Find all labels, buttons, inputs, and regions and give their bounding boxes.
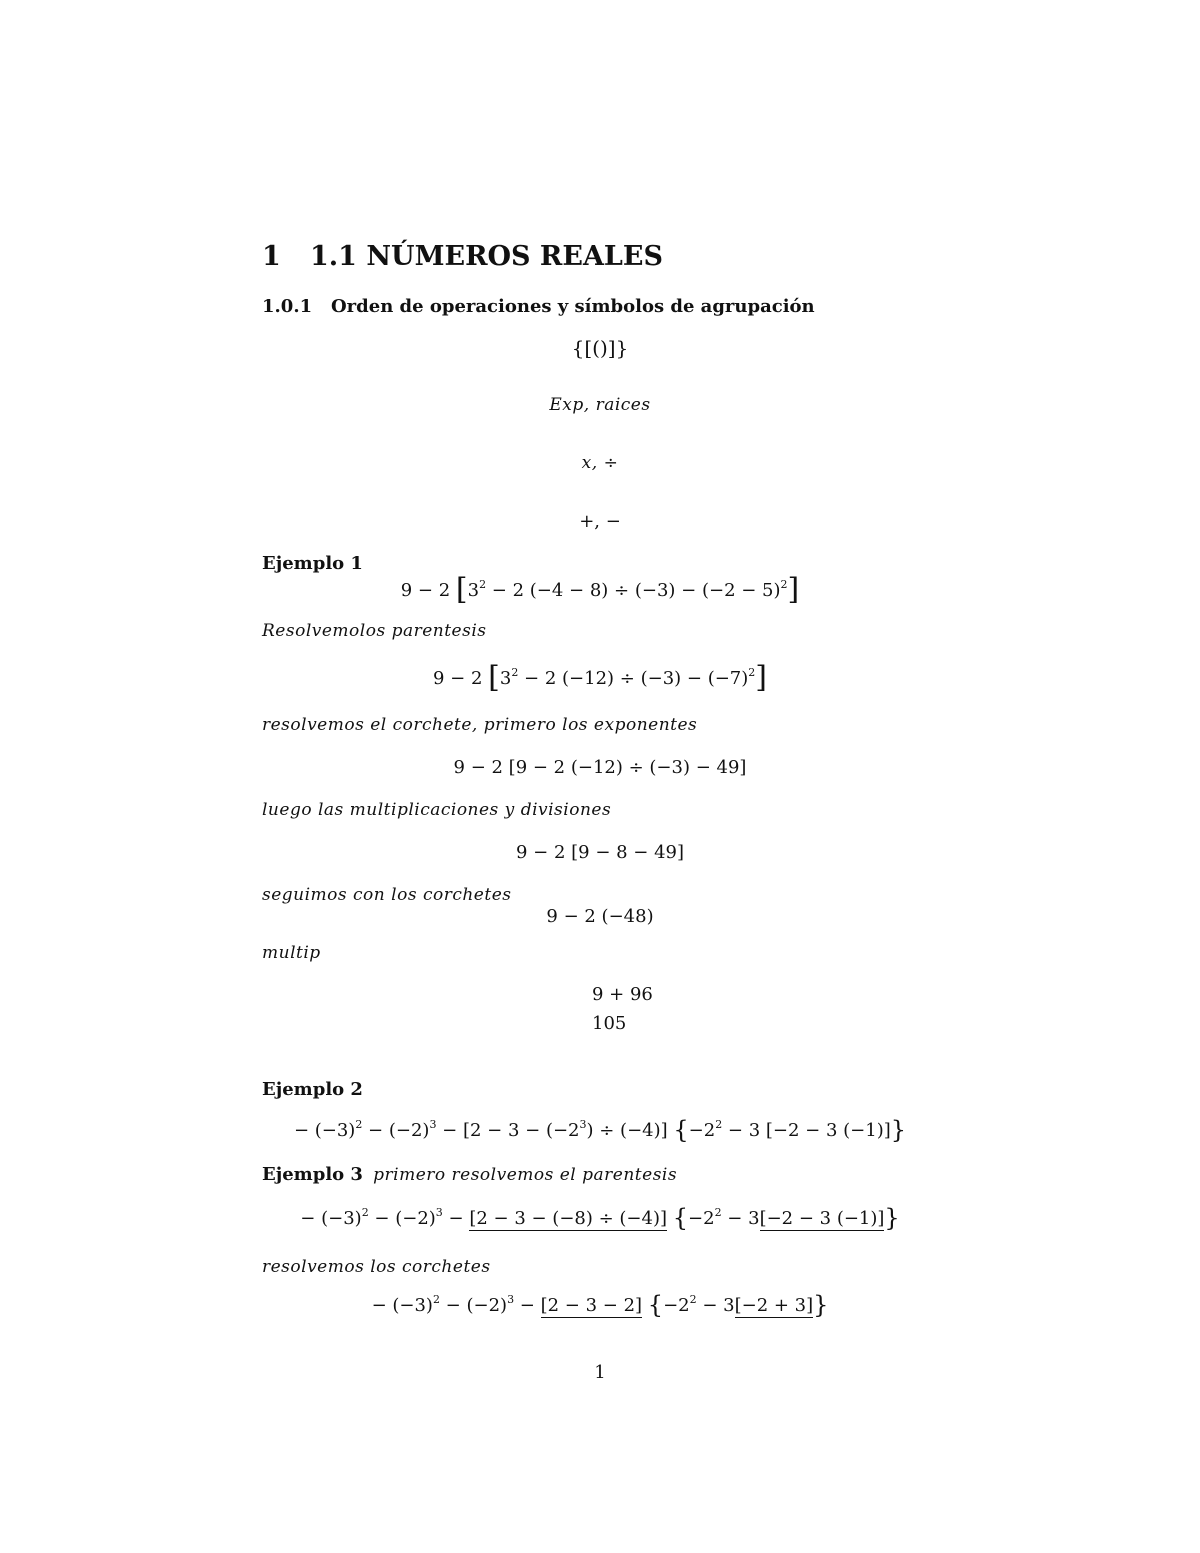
section-title: 1.1 NÚMEROS REALES (310, 241, 663, 272)
expr-part: 9 − 2 (400, 580, 456, 601)
example-1-line-5: 9 − 2 (−48) (546, 906, 654, 927)
exponent: 3 (579, 1118, 587, 1131)
note-parentesis: Resolvemolos parentesis (262, 621, 487, 641)
example-2-label: Ejemplo 2 (262, 1079, 363, 1100)
expr-part: − (−2) (362, 1120, 430, 1141)
expr-part: − 3 (696, 1295, 735, 1316)
underlined-bracket: [−2 − 3 (−1)] (759, 1208, 885, 1229)
expr-part: − (−3) (371, 1295, 433, 1316)
expr-part: ) ÷ (−4)] (586, 1120, 674, 1141)
expr-part: − [2 − 3 − (−2 (436, 1120, 580, 1141)
expr-part: − 3 [−2 − 3 (−1)] (722, 1120, 891, 1141)
expr-part: 3 (467, 580, 480, 601)
example-3-expression-2: − $(-3)^2 - (-2)^3 - [2 - 3 - 2] \{-2^2 - 3[-2 + 3]\}$ (371, 1291, 829, 1319)
expr-part: − (−2) (368, 1208, 436, 1229)
example-1-line-2: 9 − 2 [$3^2 - 2$ $(-12) \div (-3) - (-7)^2$] (433, 660, 767, 695)
order-exponents: Exp, raices (549, 395, 651, 415)
exponent: 2 (689, 1293, 697, 1306)
subsection-title: Orden de operaciones y símbolos de agrupación (331, 296, 815, 317)
note-resolvemos-corchetes: resolvemos los corchetes (262, 1257, 491, 1277)
expr-part: − 2 (−4 − 8) ÷ (−3) − (−2 − 5) (486, 580, 781, 601)
expr-part: −2 (688, 1208, 715, 1229)
example-1-line-3: 9 − 2 [9 − 2 (−12) ÷ (−3) − 49] (453, 757, 747, 778)
example-1-line-1: 9 − 2 [$3^2 - 2$ $(-4 - 8) \div (-3) - (-2 - 5)^2$] (400, 572, 800, 607)
example-3-label: Ejemplo 3 (262, 1164, 363, 1185)
example-3-header (262, 1164, 677, 1185)
example-1-line-4: 9 − 2 [9 − 8 − 49] (515, 842, 685, 863)
example-3-note: primero resolvemos el parentesis (373, 1165, 678, 1185)
expr-part: −2 (688, 1120, 716, 1141)
exponent: 2 (714, 1206, 722, 1219)
expr-part: − 2 (−12) ÷ (−3) − (−7) (518, 668, 749, 689)
note-multip: multip (262, 943, 321, 963)
grouping-symbols: {[()]} (571, 336, 629, 360)
section-heading (262, 241, 663, 272)
subsection-heading (262, 296, 815, 317)
exponent: 2 (355, 1118, 363, 1131)
expr-part: −2 (663, 1295, 690, 1316)
example-2-expression: − $(-3)^2 - (-2)^3 - [2 - 3 - (-2^3) \div (-4)] \{-2^2 - 3$ [−2 − 3 (−1)]} (293, 1116, 907, 1144)
underlined-bracket: [2 − 3 − (−8) ÷ (−4)] (469, 1208, 668, 1229)
underlined-bracket: [2 − 3 − 2] (540, 1295, 643, 1316)
example-1-result: 105 (592, 1013, 627, 1034)
exponent: 2 (479, 578, 487, 591)
expr-part: − (−3) (300, 1208, 362, 1229)
page-number: 1 (594, 1362, 606, 1383)
expr-part: 3 (499, 668, 512, 689)
expr-part: − 3 (721, 1208, 760, 1229)
example-3-expression-1: − $(-3)^2 - (-2)^3 - [2 - 3 - (-8) \div (-4)] \{-2^2 - 3[-2 - 3$ (−1)]} (300, 1204, 900, 1232)
exponent: 2 (361, 1206, 369, 1219)
exponent: 3 (429, 1118, 437, 1131)
order-multiplication: x, ÷ (581, 453, 619, 473)
expr-part: − (−2) (439, 1295, 508, 1316)
expr-part: − (−3) (293, 1120, 356, 1141)
expr-part: − (442, 1208, 470, 1229)
note-multiplicaciones: luego las multiplicaciones y divisiones (262, 800, 612, 820)
exponent: 2 (780, 578, 788, 591)
exponent: 2 (715, 1118, 723, 1131)
example-1-line-6: 9 + 96 (592, 984, 653, 1005)
exponent: 3 (435, 1206, 443, 1219)
exponent: 2 (511, 666, 519, 679)
exponent: 2 (748, 666, 756, 679)
note-seguimos: seguimos con los corchetes (262, 885, 512, 905)
exponent: 2 (432, 1293, 440, 1306)
expr-part: 9 − 2 (433, 668, 489, 689)
order-addition: +, − (579, 511, 621, 532)
subsection-number: 1.0.1 (262, 296, 313, 317)
section-number: 1 (262, 241, 281, 272)
expr-part: − (514, 1295, 541, 1316)
note-corchete: resolvemos el corchete, primero los exponentes (262, 715, 698, 735)
example-1-label: Ejemplo 1 (262, 553, 363, 574)
underlined-bracket: [−2 + 3] (734, 1295, 814, 1316)
exponent: 3 (507, 1293, 515, 1306)
